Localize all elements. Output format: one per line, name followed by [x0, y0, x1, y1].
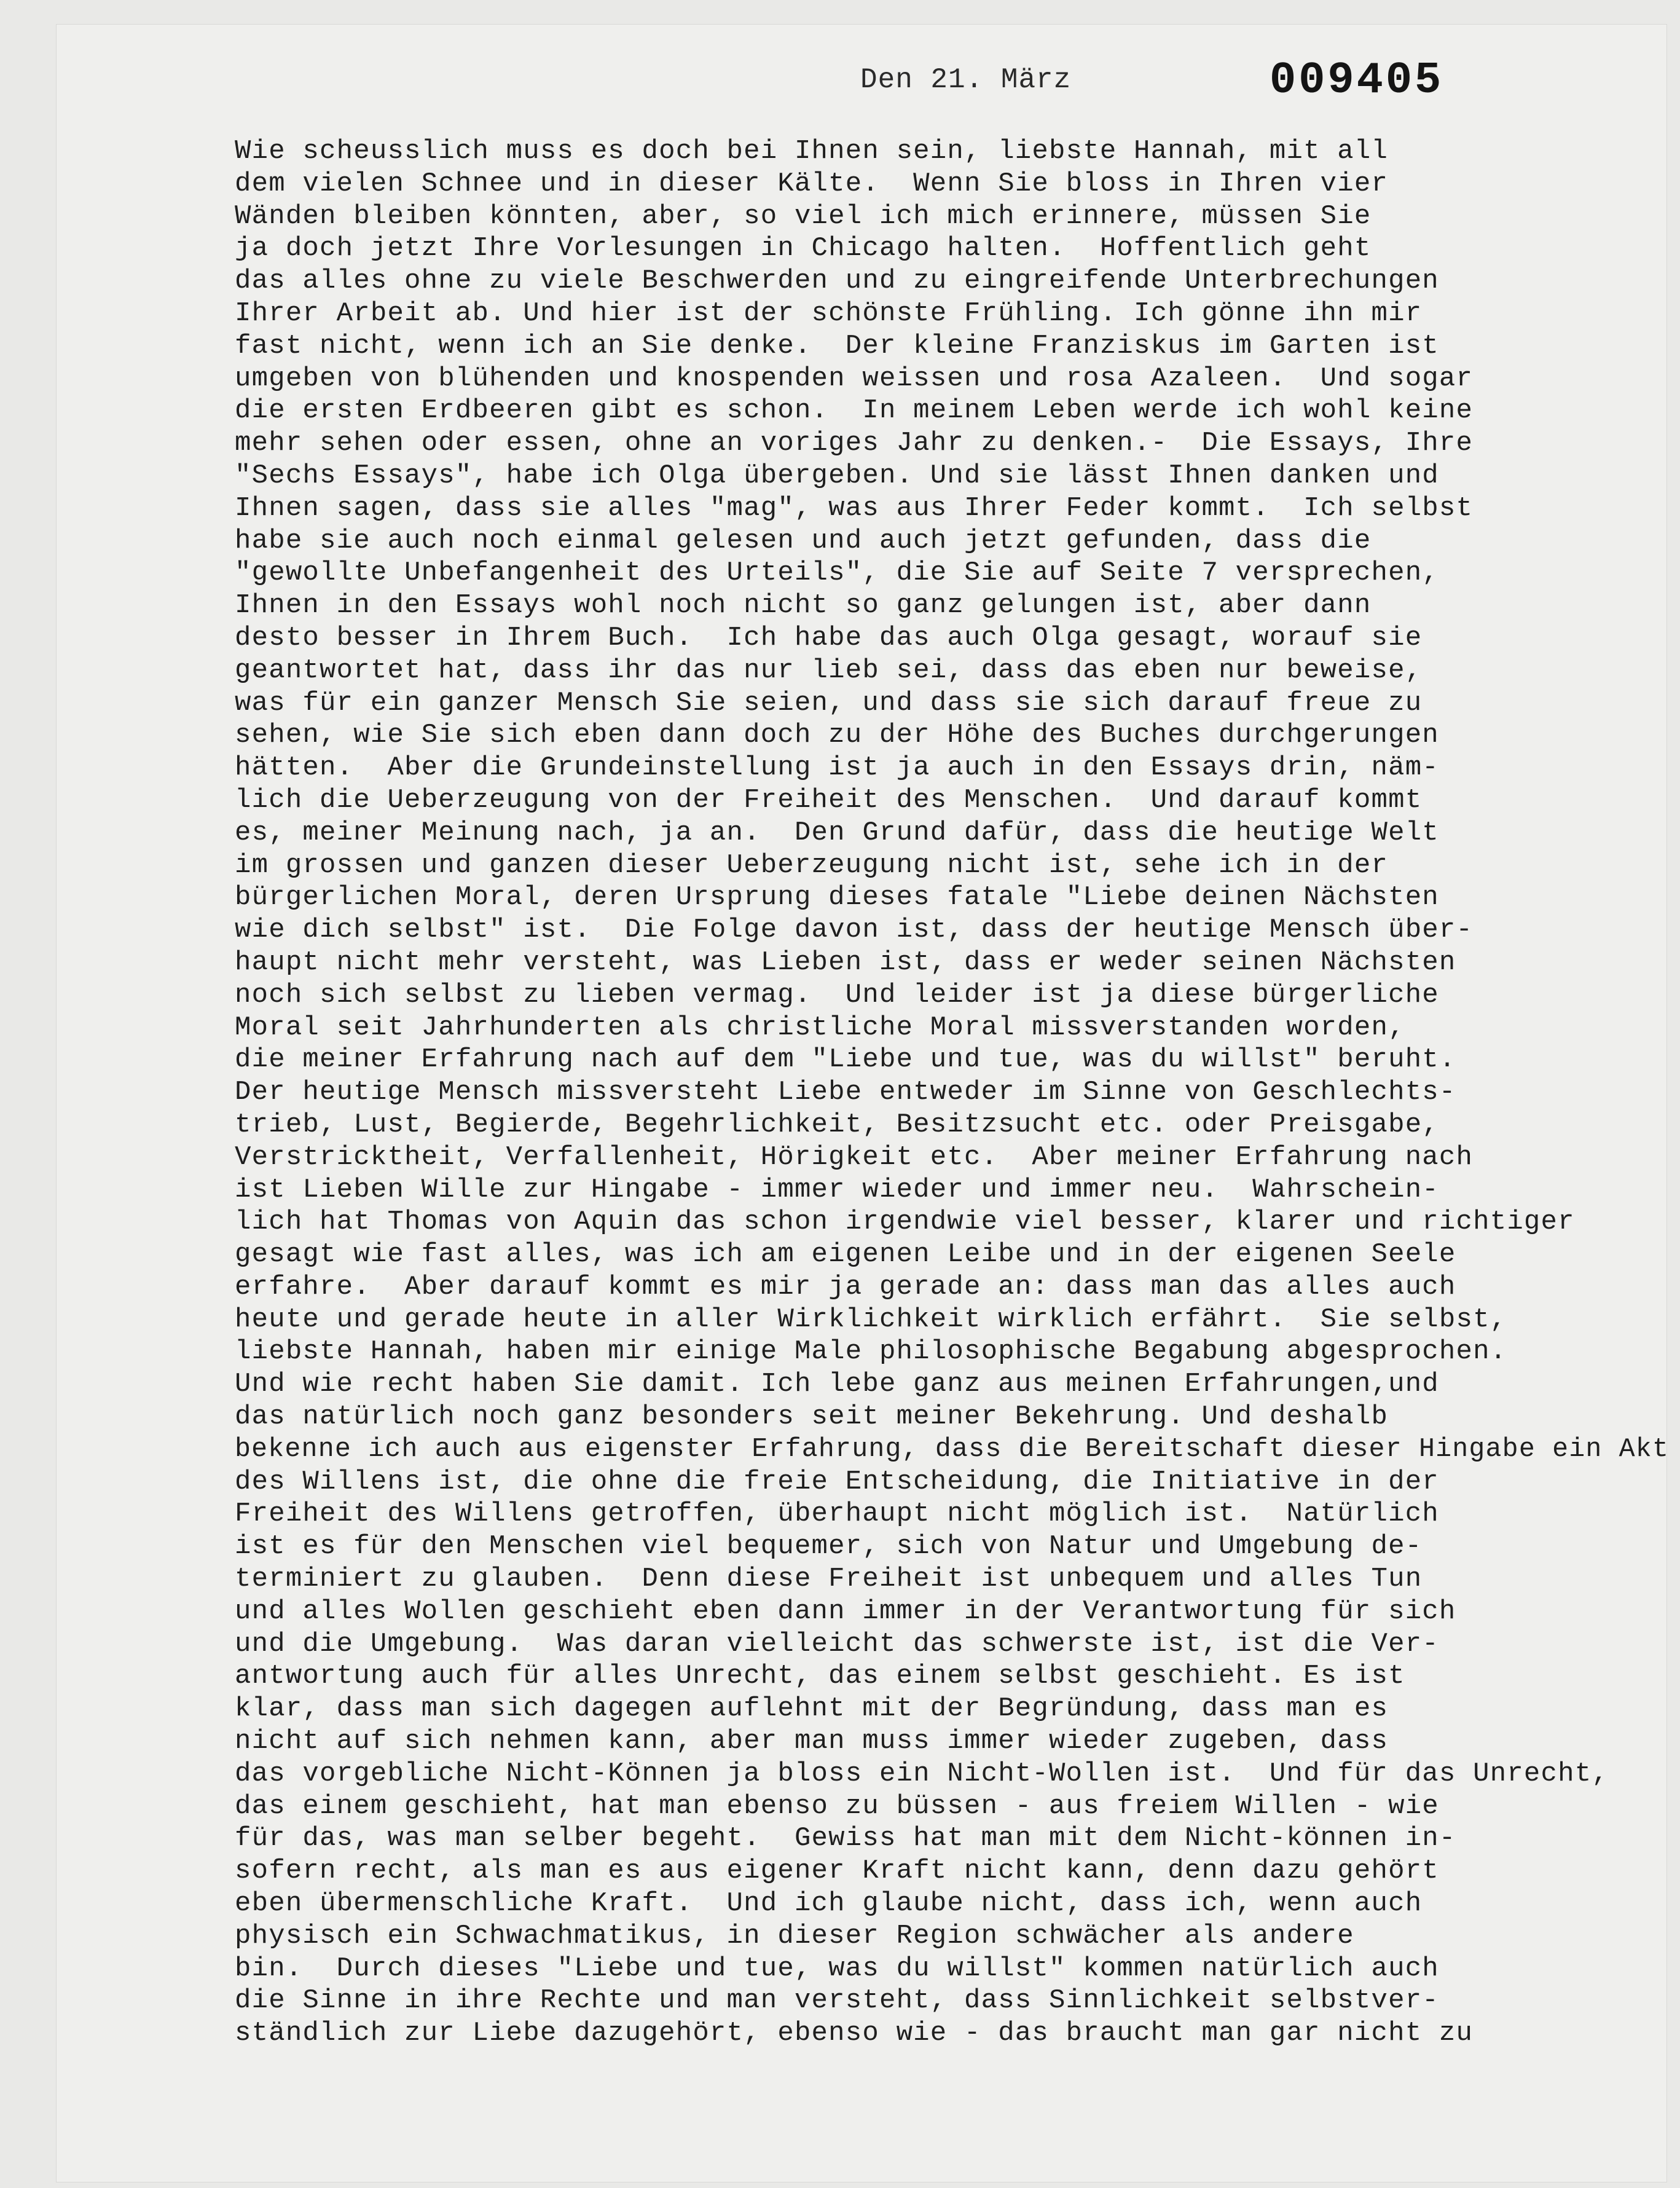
body-line: ist Lieben Wille zur Hingabe - immer wieder und immer neu. Wahrschein-: [235, 1174, 1439, 1205]
body-line: es, meiner Meinung nach, ja an. Den Grund dafür, dass die heutige Welt: [235, 817, 1439, 848]
body-line: ist es für den Menschen viel bequemer, sich von Natur und Umgebung de-: [235, 1531, 1423, 1562]
body-line: des Willens ist, die ohne die freie Entscheidung, die Initiative in der: [235, 1466, 1439, 1497]
body-line: die Sinne in ihre Rechte und man versteht, dass Sinnlichkeit selbstver-: [235, 1985, 1439, 2017]
body-line: trieb, Lust, Begierde, Begehrlichkeit, Besitzsucht etc. oder Preisgabe,: [235, 1109, 1439, 1140]
letter-body: [235, 135, 1670, 2050]
body-line: gesagt wie fast alles, was ich am eigenen Leibe und in der eigenen Seele: [235, 1239, 1456, 1270]
body-line: Wie scheusslich muss es doch bei Ihnen sein, liebste Hannah, mit all: [235, 136, 1389, 167]
body-line: und die Umgebung. Was daran vielleicht das schwerste ist, ist die Ver-: [235, 1628, 1439, 1659]
body-line: "Sechs Essays", habe ich Olga übergeben. Und sie lässt Ihnen danken und: [235, 460, 1439, 491]
body-line: die meiner Erfahrung nach auf dem "Liebe und tue, was du willst" beruht.: [235, 1044, 1456, 1076]
body-line: lich hat Thomas von Aquin das schon irgendwie viel besser, klarer und richtiger: [235, 1206, 1575, 1238]
body-line: die ersten Erdbeeren gibt es schon. In meinem Leben werde ich wohl keine: [235, 395, 1474, 427]
body-line: Und wie recht haben Sie damit. Ich lebe ganz aus meinen Erfahrungen,und: [235, 1369, 1439, 1400]
body-line: Freiheit des Willens getroffen, überhaupt nicht möglich ist. Natürlich: [235, 1498, 1439, 1530]
body-line: desto besser in Ihrem Buch. Ich habe das auch Olga gesagt, worauf sie: [235, 622, 1423, 653]
body-line: das natürlich noch ganz besonders seit meiner Bekehrung. Und deshalb: [235, 1401, 1389, 1433]
body-line: noch sich selbst zu lieben vermag. Und leider ist ja diese bürgerliche: [235, 979, 1439, 1010]
body-line: ständlich zur Liebe dazugehört, ebenso wie - das braucht man gar nicht zu: [235, 2018, 1474, 2049]
body-line: haupt nicht mehr versteht, was Lieben ist, dass er weder seinen Nächsten: [235, 946, 1456, 978]
body-line: Wänden bleiben könnten, aber, so viel ich mich erinnere, müssen Sie: [235, 200, 1372, 232]
body-line: Ihnen in den Essays wohl noch nicht so ganz gelungen ist, aber dann: [235, 590, 1372, 621]
body-line: dem vielen Schnee und in dieser Kälte. Wenn Sie bloss in Ihren vier: [235, 168, 1389, 199]
body-line: umgeben von blühenden und knospenden weissen und rosa Azaleen. Und sogar: [235, 363, 1474, 394]
body-line: habe sie auch noch einmal gelesen und auch jetzt gefunden, dass die: [235, 525, 1372, 556]
body-line: was für ein ganzer Mensch Sie seien, und dass sie sich darauf freue zu: [235, 687, 1423, 718]
body-line: Verstricktheit, Verfallenheit, Hörigkeit etc. Aber meiner Erfahrung nach: [235, 1141, 1474, 1173]
body-line: klar, dass man sich dagegen auflehnt mit der Begründung, dass man es: [235, 1693, 1389, 1725]
body-line: hätten. Aber die Grundeinstellung ist ja auch in den Essays drin, näm-: [235, 752, 1439, 784]
document-number: 009405: [1270, 55, 1444, 106]
body-line: das alles ohne zu viele Beschwerden und zu eingreifende Unterbrechungen: [235, 266, 1439, 297]
body-line: sehen, wie Sie sich eben dann doch zu der Höhe des Buches durchgerungen: [235, 720, 1439, 751]
letter-date: Den 21. März: [860, 64, 1072, 96]
body-line: fast nicht, wenn ich an Sie denke. Der kleine Franziskus im Garten ist: [235, 330, 1439, 361]
body-line: heute und gerade heute in aller Wirklichkeit wirklich erfährt. Sie selbst,: [235, 1304, 1507, 1335]
body-line: im grossen und ganzen dieser Ueberzeugung nicht ist, sehe ich in der: [235, 849, 1389, 881]
body-line: terminiert zu glauben. Denn diese Freiheit ist unbequem und alles Tun: [235, 1564, 1423, 1595]
body-line: geantwortet hat, dass ihr das nur lieb sei, dass das eben nur beweise,: [235, 655, 1423, 686]
body-line: sofern recht, als man es aus eigener Kraft nicht kann, denn dazu gehört: [235, 1855, 1439, 1887]
body-line: das einem geschieht, hat man ebenso zu büssen - aus freiem Willen - wie: [235, 1790, 1439, 1822]
body-line: bin. Durch dieses "Liebe und tue, was du willst" kommen natürlich auch: [235, 1953, 1439, 1984]
body-line: "gewollte Unbefangenheit des Urteils", die Sie auf Seite 7 versprechen,: [235, 557, 1439, 589]
body-line: Ihnen sagen, dass sie alles "mag", was aus Ihrer Feder kommt. Ich selbst: [235, 492, 1474, 524]
body-line: bekenne ich auch aus eigenster Erfahrung, dass die Bereitschaft dieser Hingabe ein Akt: [235, 1433, 1670, 1465]
body-line: eben übermenschliche Kraft. Und ich glaube nicht, dass ich, wenn auch: [235, 1888, 1423, 1919]
body-line: bürgerlichen Moral, deren Ursprung dieses fatale "Liebe deinen Nächsten: [235, 882, 1439, 913]
body-line: physisch ein Schwachmatikus, in dieser Region schwächer als andere: [235, 1920, 1354, 1951]
body-line: Der heutige Mensch missversteht Liebe entweder im Sinne von Geschlechts-: [235, 1077, 1456, 1108]
body-line: und alles Wollen geschieht eben dann immer in der Verantwortung für sich: [235, 1596, 1456, 1627]
body-line: nicht auf sich nehmen kann, aber man muss immer wieder zugeben, dass: [235, 1726, 1389, 1757]
body-line: für das, was man selber begeht. Gewiss hat man mit dem Nicht-können in-: [235, 1823, 1456, 1854]
body-line: erfahre. Aber darauf kommt es mir ja gerade an: dass man das alles auch: [235, 1271, 1456, 1302]
body-line: Ihrer Arbeit ab. Und hier ist der schönste Frühling. Ich gönne ihn mir: [235, 297, 1423, 329]
body-line: wie dich selbst" ist. Die Folge davon ist, dass der heutige Mensch über-: [235, 915, 1474, 946]
body-line: mehr sehen oder essen, ohne an voriges Jahr zu denken.- Die Essays, Ihre: [235, 428, 1474, 459]
body-line: Moral seit Jahrhunderten als christliche Moral missverstanden worden,: [235, 1012, 1405, 1043]
body-line: ja doch jetzt Ihre Vorlesungen in Chicago halten. Hoffentlich geht: [235, 233, 1372, 264]
body-line: antwortung auch für alles Unrecht, das einem selbst geschieht. Es ist: [235, 1661, 1405, 1692]
body-line: liebste Hannah, haben mir einige Male philosophische Begabung abgesprochen.: [235, 1336, 1507, 1368]
body-line: das vorgebliche Nicht-Können ja bloss ein Nicht-Wollen ist. Und für das Unrecht,: [235, 1758, 1609, 1789]
body-line: lich die Ueberzeugung von der Freiheit des Menschen. Und darauf kommt: [235, 784, 1423, 816]
